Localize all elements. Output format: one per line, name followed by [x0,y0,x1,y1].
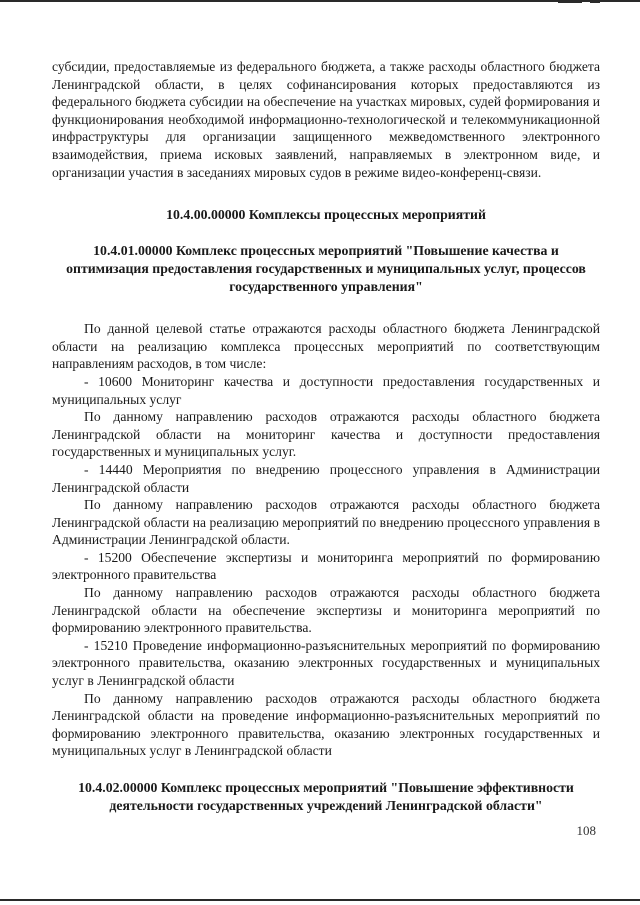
direction-item: - 15200 Обеспечение экспертизы и мониторинга мероприятий по формированию электронного правительства [52,549,600,583]
intro-paragraph: субсидии, предоставляемые из федерального бюджета, а также расходы областного бюджета Ленинградской области, в целях софинансирования которых предоставляются из федерального бюджета субсидии на обеспечение на участках мировых, судей формирования и функционирования необходимой информационно-технологической и телекоммуникационной инфраструктуры для организации защищенного межведомственного электронного взаимодействия, приема исковых заявлений, направляемых в электронном виде, и организации участия в заседаниях мировых судов в режиме видео-конференц-связи. [52,59,600,180]
body-paragraph: По данному направлению расходов отражаются расходы областного бюджета Ленинградской области на обеспечение экспертизы и мониторинга мероприятий по формированию электронного правительства. [52,585,600,636]
direction-item: - 14440 Мероприятия по внедрению процессного управления в Администрации Ленинградской области [52,461,600,495]
bottom-border-rule [0,899,640,901]
body-paragraph: По данному направлению расходов отражаются расходы областного бюджета Ленинградской области на мониторинг качества и доступности предоставления государственных и муниципальных услуг. [52,409,600,460]
body-paragraph: По данной целевой статье отражаются расходы областного бюджета Ленинградской области на реализацию комплекса процессных мероприятий по соответствующим направлениям расходов, в том числе: [52,321,600,372]
body-paragraph: По данному направлению расходов отражаются расходы областного бюджета Ленинградской области на проведение информационно-разъяснительных мероприятий по формированию электронного правительства, оказанию электронных государственных и муниципальных услуг в Ленинградской области [52,690,600,759]
direction-item: - 10600 Мониторинг качества и доступности предоставления государственных и муниципальных услуг [52,373,600,407]
top-scan-mark [590,0,600,3]
direction-item: - 15210 Проведение информационно-разъяснительных мероприятий по формированию электронного правительства, оказанию электронных государственных и муниципальных услуг в Ленинградской области [52,637,600,689]
subsection-heading: 10.4.01.00000 Комплекс процессных мероприятий "Повышение качества и оптимизация предоставления государственных и муниципальных услуг, процессов государственного управления" [66,243,586,295]
top-border-rule [0,0,640,2]
page-number: 108 [576,823,596,838]
section-heading: 10.4.00.00000 Комплексы процессных мероприятий [166,207,486,223]
top-scan-mark [558,0,582,3]
next-subsection-heading: 10.4.02.00000 Комплекс процессных мероприятий "Повышение эффективности деятельности государственных учреждений Ленинградской области" [78,780,574,813]
document-page [52,58,600,815]
body-paragraph: По данному направлению расходов отражаются расходы областного бюджета Ленинградской области на реализацию мероприятий по внедрению процессного управления в Администрации Ленинградской области. [52,497,600,548]
